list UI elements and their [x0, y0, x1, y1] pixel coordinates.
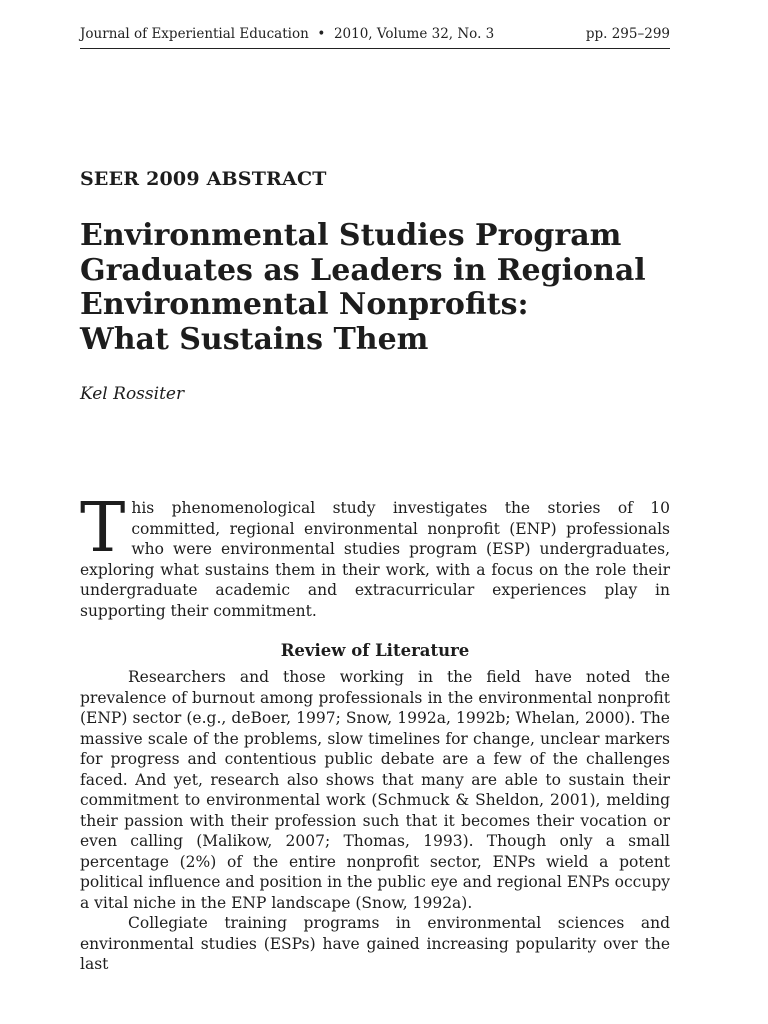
abstract-paragraph [80, 489, 670, 621]
header-separator: • [317, 26, 326, 42]
title-line: Environmental Nonprofits: [80, 287, 529, 322]
section-label: SEER 2009 ABSTRACT [80, 168, 327, 190]
title-line: Environmental Studies Program [80, 218, 622, 253]
abstract-text: his phenomenological study investigates the stories of 10 committed, regional environmental nonprofit (ENP) professionals who were environmental studies program (ESP) undergraduates, exploring what sustains them in their work, with a focus on the role their undergraduate academic and extracurricular experiences play in supporting their commitment. [80, 499, 670, 620]
journal-volume: 2010, Volume 32, No. 3 [333, 26, 495, 42]
body-text [80, 667, 670, 975]
page-range: pp. 295–299 [585, 26, 670, 42]
section-heading: Review of Literature [280, 641, 470, 660]
drop-cap: T [80, 489, 126, 568]
body-paragraph: Collegiate training programs in environmental sciences and environmental studies (ESPs) have gained increasing popularity over the last [80, 914, 670, 973]
article-title [80, 219, 680, 357]
journal-name: Journal of Experiential Education [80, 26, 309, 42]
author-byline: Kel Rossiter [80, 384, 185, 404]
title-line: Graduates as Leaders in Regional [80, 252, 646, 288]
title-line: What Sustains Them [80, 321, 429, 357]
running-header [80, 26, 670, 49]
running-header-left [80, 26, 494, 42]
body-paragraph: Researchers and those working in the field have noted the prevalence of burnout among professionals in the environmental nonprofit (ENP) sector (e.g., deBoer, 1997; Snow, 1992a, 1992b; Whelan, 2000). The massive scale of the problems, slow timelines for change, unclear markers for progress and contentious public debate are a few of the challenges faced. And yet, research also shows that many are able to sustain their commitment to environmental work (Schmuck & Sheldon, 2001), melding their passion with their profession such that it becomes their vocation or even calling (Malikow, 2007; Thomas, 1993). Though only a small percentage (2%) of the entire nonprofit sector, ENPs wield a potent political influence and position in the public eye and regional ENPs occupy a vital niche in the ENP landscape (Snow, 1992a). [80, 668, 670, 912]
